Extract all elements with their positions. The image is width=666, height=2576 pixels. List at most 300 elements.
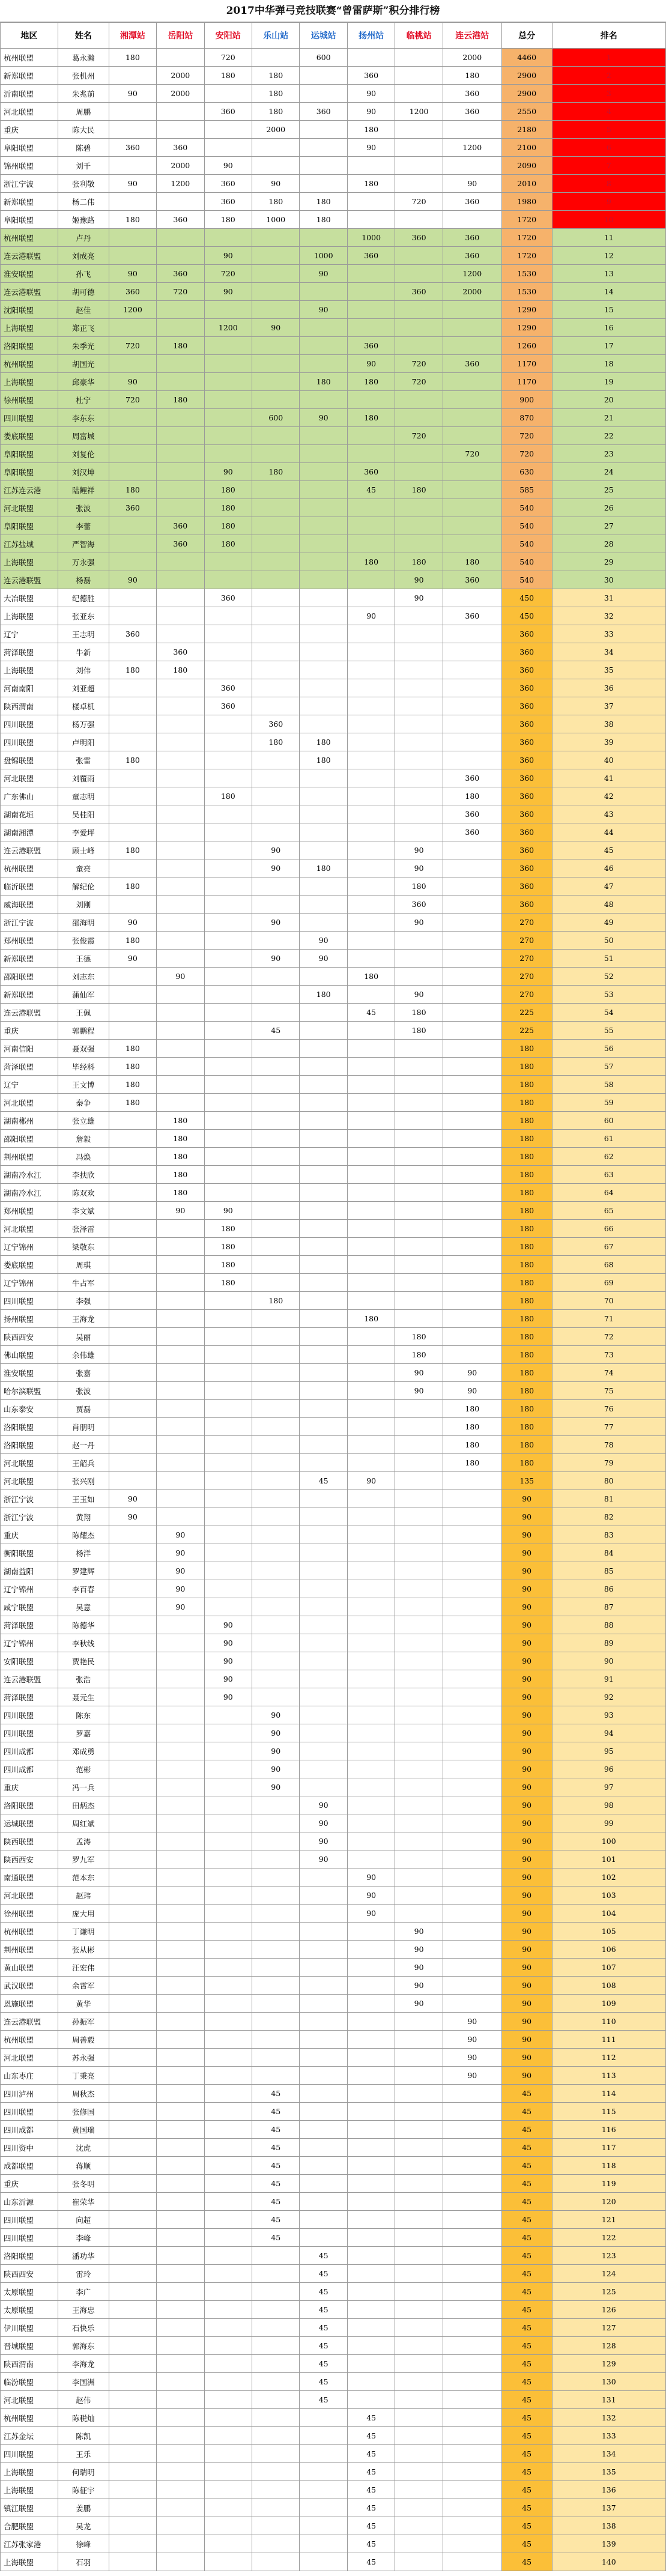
cell-station-score <box>300 769 347 787</box>
cell-region: 重庆 <box>1 1022 58 1040</box>
cell-station-score <box>443 1959 501 1977</box>
cell-station-score: 90 <box>395 986 443 1004</box>
cell-name: 潘功华 <box>58 2247 109 2265</box>
cell-station-score: 360 <box>157 517 204 535</box>
cell-rank: 90 <box>552 1652 665 1670</box>
cell-rank: 69 <box>552 1274 665 1292</box>
cell-station-score <box>395 1400 443 1418</box>
cell-station-score <box>443 2283 501 2301</box>
cell-total: 45 <box>501 2409 552 2427</box>
cell-station-score: 180 <box>204 535 252 553</box>
table-row <box>1 733 666 751</box>
cell-station-score <box>300 2535 347 2553</box>
cell-region: 衡阳联盟 <box>1 1544 58 1562</box>
cell-station-score: 180 <box>109 932 156 950</box>
cell-station-score <box>395 2409 443 2427</box>
cell-station-score: 90 <box>252 950 300 968</box>
cell-station-score <box>252 986 300 1004</box>
cell-region: 江苏盐城 <box>1 535 58 553</box>
table-row <box>1 2139 666 2157</box>
cell-station-score <box>109 319 156 337</box>
cell-station-score: 180 <box>347 373 395 391</box>
cell-station-score: 90 <box>252 319 300 337</box>
cell-station-score <box>300 2211 347 2229</box>
cell-station-score: 90 <box>204 1670 252 1688</box>
cell-total: 90 <box>501 1490 552 1508</box>
cell-station-score <box>395 337 443 355</box>
cell-rank: 133 <box>552 2427 665 2445</box>
cell-rank: 76 <box>552 1400 665 1418</box>
cell-rank: 52 <box>552 968 665 986</box>
cell-total: 90 <box>501 1544 552 1562</box>
cell-station-score: 720 <box>443 445 501 463</box>
cell-station-score <box>443 715 501 733</box>
cell-station-score <box>347 2157 395 2175</box>
cell-station-score <box>347 1544 395 1562</box>
cell-total: 45 <box>501 2319 552 2337</box>
cell-name: 牛占军 <box>58 1274 109 1292</box>
cell-station-score: 45 <box>347 2553 395 2571</box>
cell-station-score <box>204 1022 252 1040</box>
cell-station-score <box>204 715 252 733</box>
cell-station-score <box>157 1220 204 1238</box>
cell-station-score <box>109 715 156 733</box>
table-row <box>1 2049 666 2067</box>
table-row <box>1 373 666 391</box>
cell-station-score: 90 <box>252 859 300 877</box>
cell-station-score <box>395 2499 443 2517</box>
cell-rank: 115 <box>552 2103 665 2121</box>
cell-station-score: 1000 <box>252 211 300 229</box>
cell-name: 胡可德 <box>58 283 109 301</box>
cell-station-score <box>347 1094 395 1112</box>
table-row <box>1 427 666 445</box>
table-row <box>1 1094 666 1112</box>
cell-station-score <box>395 1634 443 1652</box>
cell-total: 360 <box>501 896 552 914</box>
cell-name: 王玉如 <box>58 1490 109 1508</box>
cell-station-score <box>157 2553 204 2571</box>
cell-station-score <box>109 1706 156 1724</box>
cell-station-score <box>204 2085 252 2103</box>
cell-station-score <box>347 2247 395 2265</box>
cell-station-score <box>204 571 252 589</box>
cell-rank: 43 <box>552 805 665 823</box>
cell-station-score: 90 <box>347 355 395 373</box>
cell-station-score <box>157 733 204 751</box>
cell-name: 李广 <box>58 2283 109 2301</box>
cell-station-score <box>300 1328 347 1346</box>
cell-station-score <box>252 2355 300 2373</box>
cell-name: 陈大民 <box>58 121 109 139</box>
cell-station-score: 90 <box>300 932 347 950</box>
cell-rank: 64 <box>552 1184 665 1202</box>
cell-station-score: 180 <box>347 175 395 193</box>
cell-station-score: 360 <box>443 229 501 247</box>
cell-station-score: 180 <box>300 751 347 769</box>
cell-rank: 11 <box>552 229 665 247</box>
cell-station-score: 180 <box>443 1454 501 1472</box>
cell-station-score: 600 <box>300 49 347 67</box>
cell-region: 阜阳联盟 <box>1 445 58 463</box>
cell-station-score <box>157 1923 204 1941</box>
cell-station-score: 180 <box>157 1184 204 1202</box>
cell-station-score <box>347 2121 395 2139</box>
cell-station-score <box>157 463 204 481</box>
cell-total: 45 <box>501 2517 552 2535</box>
cell-station-score <box>395 445 443 463</box>
cell-rank: 71 <box>552 1310 665 1328</box>
cell-rank: 75 <box>552 1382 665 1400</box>
cell-rank: 117 <box>552 2139 665 2157</box>
cell-station-score <box>252 697 300 715</box>
cell-name: 郑正飞 <box>58 319 109 337</box>
cell-station-score <box>443 373 501 391</box>
cell-rank: 98 <box>552 1796 665 1814</box>
cell-station-score <box>252 607 300 625</box>
cell-station-score <box>252 247 300 265</box>
table-row <box>1 499 666 517</box>
cell-station-score <box>204 427 252 445</box>
table-row <box>1 1796 666 1814</box>
cell-station-score: 180 <box>252 1292 300 1310</box>
cell-station-score: 360 <box>443 805 501 823</box>
cell-station-score <box>300 2481 347 2499</box>
cell-station-score <box>443 1166 501 1184</box>
cell-region: 杭州联盟 <box>1 2031 58 2049</box>
cell-station-score: 90 <box>109 914 156 932</box>
cell-name: 余霄军 <box>58 1977 109 1995</box>
cell-station-score <box>109 697 156 715</box>
cell-station-score <box>252 481 300 499</box>
cell-region: 山东沂源 <box>1 2193 58 2211</box>
cell-station-score <box>395 1670 443 1688</box>
cell-rank: 58 <box>552 1076 665 1094</box>
cell-station-score <box>252 571 300 589</box>
cell-station-score <box>109 1256 156 1274</box>
cell-station-score: 180 <box>443 1436 501 1454</box>
cell-rank: 53 <box>552 986 665 1004</box>
cell-station-score <box>443 2211 501 2229</box>
cell-total: 1290 <box>501 301 552 319</box>
cell-station-score <box>443 1202 501 1220</box>
cell-station-score <box>157 697 204 715</box>
table-row <box>1 1130 666 1148</box>
cell-station-score <box>204 121 252 139</box>
cell-station-score: 90 <box>252 175 300 193</box>
cell-station-score <box>157 373 204 391</box>
cell-station-score: 90 <box>443 1382 501 1400</box>
cell-station-score <box>109 2031 156 2049</box>
cell-station-score <box>252 1652 300 1670</box>
cell-station-score: 180 <box>395 553 443 571</box>
cell-station-score <box>395 2463 443 2481</box>
header-station: 临桃站 <box>395 23 443 49</box>
cell-station-score <box>252 787 300 805</box>
cell-station-score: 360 <box>157 139 204 157</box>
cell-station-score <box>252 2499 300 2517</box>
cell-station-score <box>109 247 156 265</box>
cell-region: 阜阳联盟 <box>1 517 58 535</box>
cell-station-score <box>109 2157 156 2175</box>
cell-station-score: 90 <box>109 950 156 968</box>
cell-station-score <box>109 2121 156 2139</box>
cell-region: 辽宁锦州 <box>1 1274 58 1292</box>
cell-station-score <box>252 1148 300 1166</box>
table-row <box>1 2499 666 2517</box>
cell-station-score: 360 <box>443 193 501 211</box>
cell-region: 菏泽联盟 <box>1 1058 58 1076</box>
cell-station-score <box>300 1148 347 1166</box>
cell-station-score <box>300 283 347 301</box>
cell-station-score <box>157 2391 204 2409</box>
cell-rank: 111 <box>552 2031 665 2049</box>
cell-rank: 26 <box>552 499 665 517</box>
cell-station-score <box>300 337 347 355</box>
cell-station-score <box>300 1364 347 1382</box>
cell-station-score: 90 <box>109 571 156 589</box>
cell-region: 荆州联盟 <box>1 1941 58 1959</box>
cell-station-score <box>300 445 347 463</box>
cell-name: 李峰 <box>58 2229 109 2247</box>
cell-station-score <box>395 1202 443 1220</box>
cell-station-score <box>252 625 300 643</box>
cell-station-score <box>347 715 395 733</box>
cell-station-score <box>109 1346 156 1364</box>
cell-station-score <box>395 1796 443 1814</box>
table-row <box>1 1562 666 1580</box>
cell-region: 四川联盟 <box>1 2103 58 2121</box>
cell-rank: 88 <box>552 1616 665 1634</box>
cell-region: 四川联盟 <box>1 409 58 427</box>
cell-rank: 20 <box>552 391 665 409</box>
cell-station-score <box>300 175 347 193</box>
cell-station-score <box>109 1814 156 1832</box>
table-row <box>1 2445 666 2463</box>
cell-station-score <box>443 1544 501 1562</box>
cell-station-score <box>395 1814 443 1832</box>
cell-station-score <box>252 1274 300 1292</box>
cell-name: 李扶欣 <box>58 1166 109 1184</box>
cell-station-score <box>204 2319 252 2337</box>
cell-station-score <box>252 1544 300 1562</box>
cell-name: 聂双强 <box>58 1040 109 1058</box>
cell-total: 45 <box>501 2301 552 2319</box>
cell-station-score <box>157 607 204 625</box>
cell-total: 360 <box>501 697 552 715</box>
table-row <box>1 67 666 85</box>
cell-station-score: 90 <box>300 950 347 968</box>
cell-station-score <box>443 1580 501 1598</box>
cell-station-score <box>300 319 347 337</box>
cell-total: 225 <box>501 1004 552 1022</box>
table-row <box>1 2085 666 2103</box>
cell-total: 45 <box>501 2085 552 2103</box>
cell-station-score <box>157 2499 204 2517</box>
cell-total: 90 <box>501 1796 552 1814</box>
cell-rank: 51 <box>552 950 665 968</box>
cell-station-score <box>347 445 395 463</box>
cell-station-score <box>443 841 501 859</box>
cell-station-score <box>347 1941 395 1959</box>
cell-station-score <box>395 2247 443 2265</box>
cell-station-score <box>347 2391 395 2409</box>
cell-station-score <box>300 1868 347 1887</box>
table-row <box>1 157 666 175</box>
table-row <box>1 1148 666 1166</box>
cell-total: 90 <box>501 1977 552 1995</box>
cell-name: 冯一兵 <box>58 1778 109 1796</box>
cell-station-score <box>443 2355 501 2373</box>
cell-total: 180 <box>501 1382 552 1400</box>
cell-total: 2900 <box>501 67 552 85</box>
cell-station-score: 360 <box>395 283 443 301</box>
cell-region: 沂南联盟 <box>1 85 58 103</box>
cell-station-score <box>109 769 156 787</box>
cell-station-score <box>204 1166 252 1184</box>
cell-region: 重庆 <box>1 2175 58 2193</box>
cell-station-score <box>157 2067 204 2085</box>
cell-station-score <box>252 1616 300 1634</box>
cell-rank: 121 <box>552 2211 665 2229</box>
cell-name: 郭鹏程 <box>58 1022 109 1040</box>
cell-station-score <box>443 2247 501 2265</box>
cell-region: 连云港联盟 <box>1 2013 58 2031</box>
cell-total: 360 <box>501 769 552 787</box>
cell-station-score <box>204 229 252 247</box>
cell-station-score <box>395 1490 443 1508</box>
cell-station-score <box>347 823 395 841</box>
cell-name: 罗嘉 <box>58 1724 109 1742</box>
cell-total: 180 <box>501 1292 552 1310</box>
cell-station-score <box>300 1256 347 1274</box>
cell-station-score: 360 <box>204 103 252 121</box>
cell-station-score <box>157 1346 204 1364</box>
cell-station-score <box>204 1508 252 1526</box>
table-row <box>1 103 666 121</box>
cell-region: 上海联盟 <box>1 319 58 337</box>
cell-station-score <box>157 1382 204 1400</box>
cell-station-score <box>204 1868 252 1887</box>
cell-station-score <box>109 2103 156 2121</box>
cell-station-score <box>109 1616 156 1634</box>
cell-station-score <box>443 319 501 337</box>
cell-station-score <box>347 1364 395 1382</box>
cell-station-score <box>300 914 347 932</box>
cell-total: 2010 <box>501 175 552 193</box>
cell-station-score <box>204 2013 252 2031</box>
cell-name: 雷玲 <box>58 2265 109 2283</box>
cell-station-score <box>347 1995 395 2013</box>
cell-region: 郑州联盟 <box>1 932 58 950</box>
cell-station-score <box>300 823 347 841</box>
cell-station-score <box>300 1652 347 1670</box>
cell-station-score <box>109 2247 156 2265</box>
cell-region: 四川联盟 <box>1 733 58 751</box>
cell-station-score: 360 <box>347 67 395 85</box>
cell-station-score <box>252 445 300 463</box>
cell-station-score <box>300 1923 347 1941</box>
cell-station-score <box>347 1382 395 1400</box>
cell-station-score <box>347 1526 395 1544</box>
cell-station-score <box>443 1238 501 1256</box>
cell-region: 广东佛山 <box>1 787 58 805</box>
cell-region: 河北联盟 <box>1 1454 58 1472</box>
cell-region: 四川联盟 <box>1 2445 58 2463</box>
cell-station-score: 90 <box>347 1868 395 1887</box>
cell-station-score <box>204 1706 252 1724</box>
cell-station-score <box>157 1796 204 1814</box>
cell-station-score <box>395 2301 443 2319</box>
cell-name: 石快乐 <box>58 2319 109 2337</box>
cell-station-score: 360 <box>204 679 252 697</box>
cell-station-score <box>157 1418 204 1436</box>
cell-region: 新郑联盟 <box>1 950 58 968</box>
cell-station-score: 180 <box>204 517 252 535</box>
cell-station-score <box>443 2463 501 2481</box>
cell-rank: 120 <box>552 2193 665 2211</box>
cell-rank: 138 <box>552 2517 665 2535</box>
cell-rank: 18 <box>552 355 665 373</box>
cell-region: 陕西西安 <box>1 2265 58 2283</box>
cell-region: 菏泽联盟 <box>1 1688 58 1706</box>
cell-station-score <box>300 1724 347 1742</box>
cell-station-score: 1200 <box>395 103 443 121</box>
cell-station-score <box>157 1850 204 1868</box>
cell-total: 270 <box>501 986 552 1004</box>
cell-station-score <box>109 157 156 175</box>
cell-station-score <box>300 1166 347 1184</box>
cell-station-score <box>395 1094 443 1112</box>
cell-region: 杭州联盟 <box>1 2409 58 2427</box>
cell-station-score <box>300 571 347 589</box>
cell-station-score <box>395 211 443 229</box>
cell-station-score <box>252 823 300 841</box>
cell-station-score <box>443 950 501 968</box>
cell-station-score <box>443 1670 501 1688</box>
cell-station-score <box>395 1598 443 1616</box>
cell-name: 毕经科 <box>58 1058 109 1076</box>
cell-station-score <box>300 2085 347 2103</box>
cell-station-score <box>252 2247 300 2265</box>
cell-region: 四川联盟 <box>1 1724 58 1742</box>
cell-region: 辽宁锦州 <box>1 1634 58 1652</box>
cell-region: 上海联盟 <box>1 2553 58 2571</box>
cell-station-score <box>347 1184 395 1202</box>
cell-station-score <box>300 1760 347 1778</box>
cell-total: 2900 <box>501 85 552 103</box>
table-row <box>1 1580 666 1598</box>
cell-station-score <box>109 2337 156 2355</box>
table-row <box>1 2355 666 2373</box>
cell-region: 四川成都 <box>1 1742 58 1760</box>
cell-station-score: 2000 <box>157 157 204 175</box>
cell-station-score <box>443 679 501 697</box>
cell-total: 90 <box>501 2031 552 2049</box>
cell-station-score: 90 <box>395 914 443 932</box>
cell-station-score <box>395 1905 443 1923</box>
cell-total: 2550 <box>501 103 552 121</box>
cell-station-score <box>443 1220 501 1238</box>
cell-station-score: 45 <box>300 2355 347 2373</box>
cell-station-score <box>443 499 501 517</box>
cell-station-score <box>204 643 252 661</box>
cell-station-score <box>300 2193 347 2211</box>
table-row <box>1 1652 666 1670</box>
cell-station-score <box>157 1472 204 1490</box>
cell-station-score <box>252 1076 300 1094</box>
cell-name: 余伟雄 <box>58 1346 109 1364</box>
